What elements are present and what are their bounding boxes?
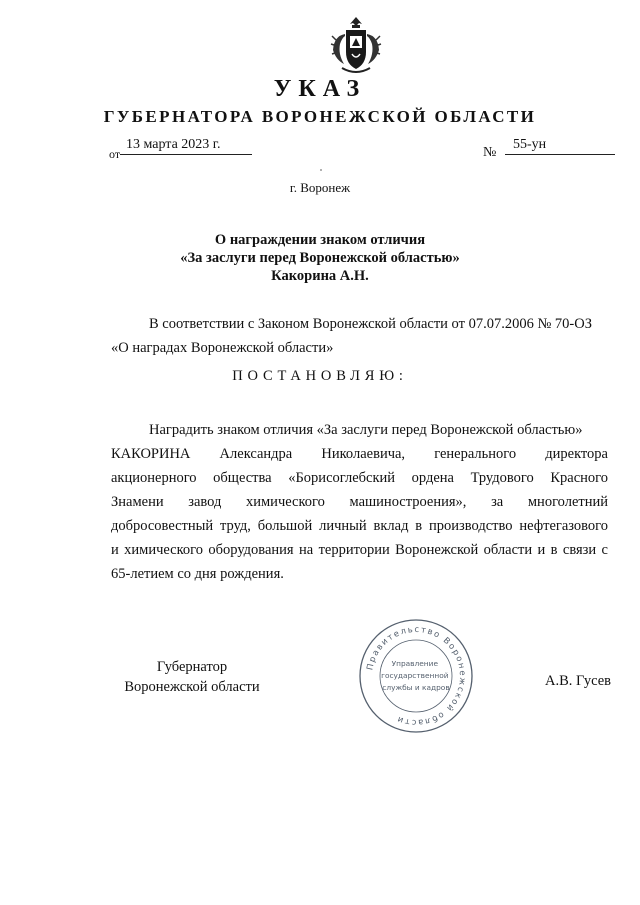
decree-heading [0, 231, 640, 285]
coat-of-arms-icon [328, 14, 384, 78]
stamp-line: службы и кадров [382, 683, 450, 692]
paragraph-line: Знамени завод химического машиностроения», за многолетний [111, 494, 608, 510]
date-prefix: от [109, 147, 121, 161]
number-value: 55-ун [505, 136, 615, 155]
signatory-position [107, 657, 277, 697]
paragraph-line: Наградить знаком отличия «За заслуги перед Воронежской областью» [149, 422, 583, 438]
paragraph-line: добросовестный труд, большой личный вклад в производство нефтегазового [111, 518, 608, 534]
stamp-line: Управление [391, 659, 439, 668]
heading-line: «За заслуги перед Воронежской областью» [180, 250, 460, 266]
paragraph-line: В соответствии с Законом Воронежской области от 07.07.2006 № 70-ОЗ [149, 316, 592, 332]
dot-mark [320, 169, 322, 171]
issuer-title: ГУБЕРНАТОРА ВОРОНЕЖСКОЙ ОБЛАСТИ [103, 107, 537, 126]
heading-line: О награждении знаком отличия [214, 232, 426, 248]
official-stamp [358, 618, 474, 734]
paragraph-line: 65-летием со дня рождения. [111, 566, 284, 582]
signatory-name: А.В. Гусев [545, 673, 611, 689]
paragraph-line: и химического оборудования на территории Воронежской области и в связи с [111, 542, 608, 558]
preamble-paragraph [111, 312, 608, 360]
number-sign: № [483, 145, 497, 160]
city-line: г. Воронеж [289, 180, 351, 195]
paragraph-line: КАКОРИНА Александра Николаевича, генерального директора [111, 446, 608, 462]
stamp-ring-text: Правительство Воронежской области [364, 623, 469, 729]
stamp-line: государственной [381, 671, 449, 680]
paragraph-line: акционерного общества «Борисоглебский ордена Трудового Красного [111, 470, 608, 486]
resolve-word: ПОСТАНОВЛЯЮ: [232, 368, 408, 384]
heading-line: Какорина А.Н. [271, 268, 369, 284]
position-line: Воронежской области [124, 679, 260, 695]
date-value: 13 марта 2023 г. [120, 136, 252, 155]
stamp-inner-text [381, 659, 451, 692]
decree-paragraph [111, 418, 608, 586]
paragraph-line: «О наградах Воронежской области» [111, 340, 334, 356]
position-line: Губернатор [156, 659, 228, 675]
document-type-title: УКАЗ [273, 76, 367, 102]
